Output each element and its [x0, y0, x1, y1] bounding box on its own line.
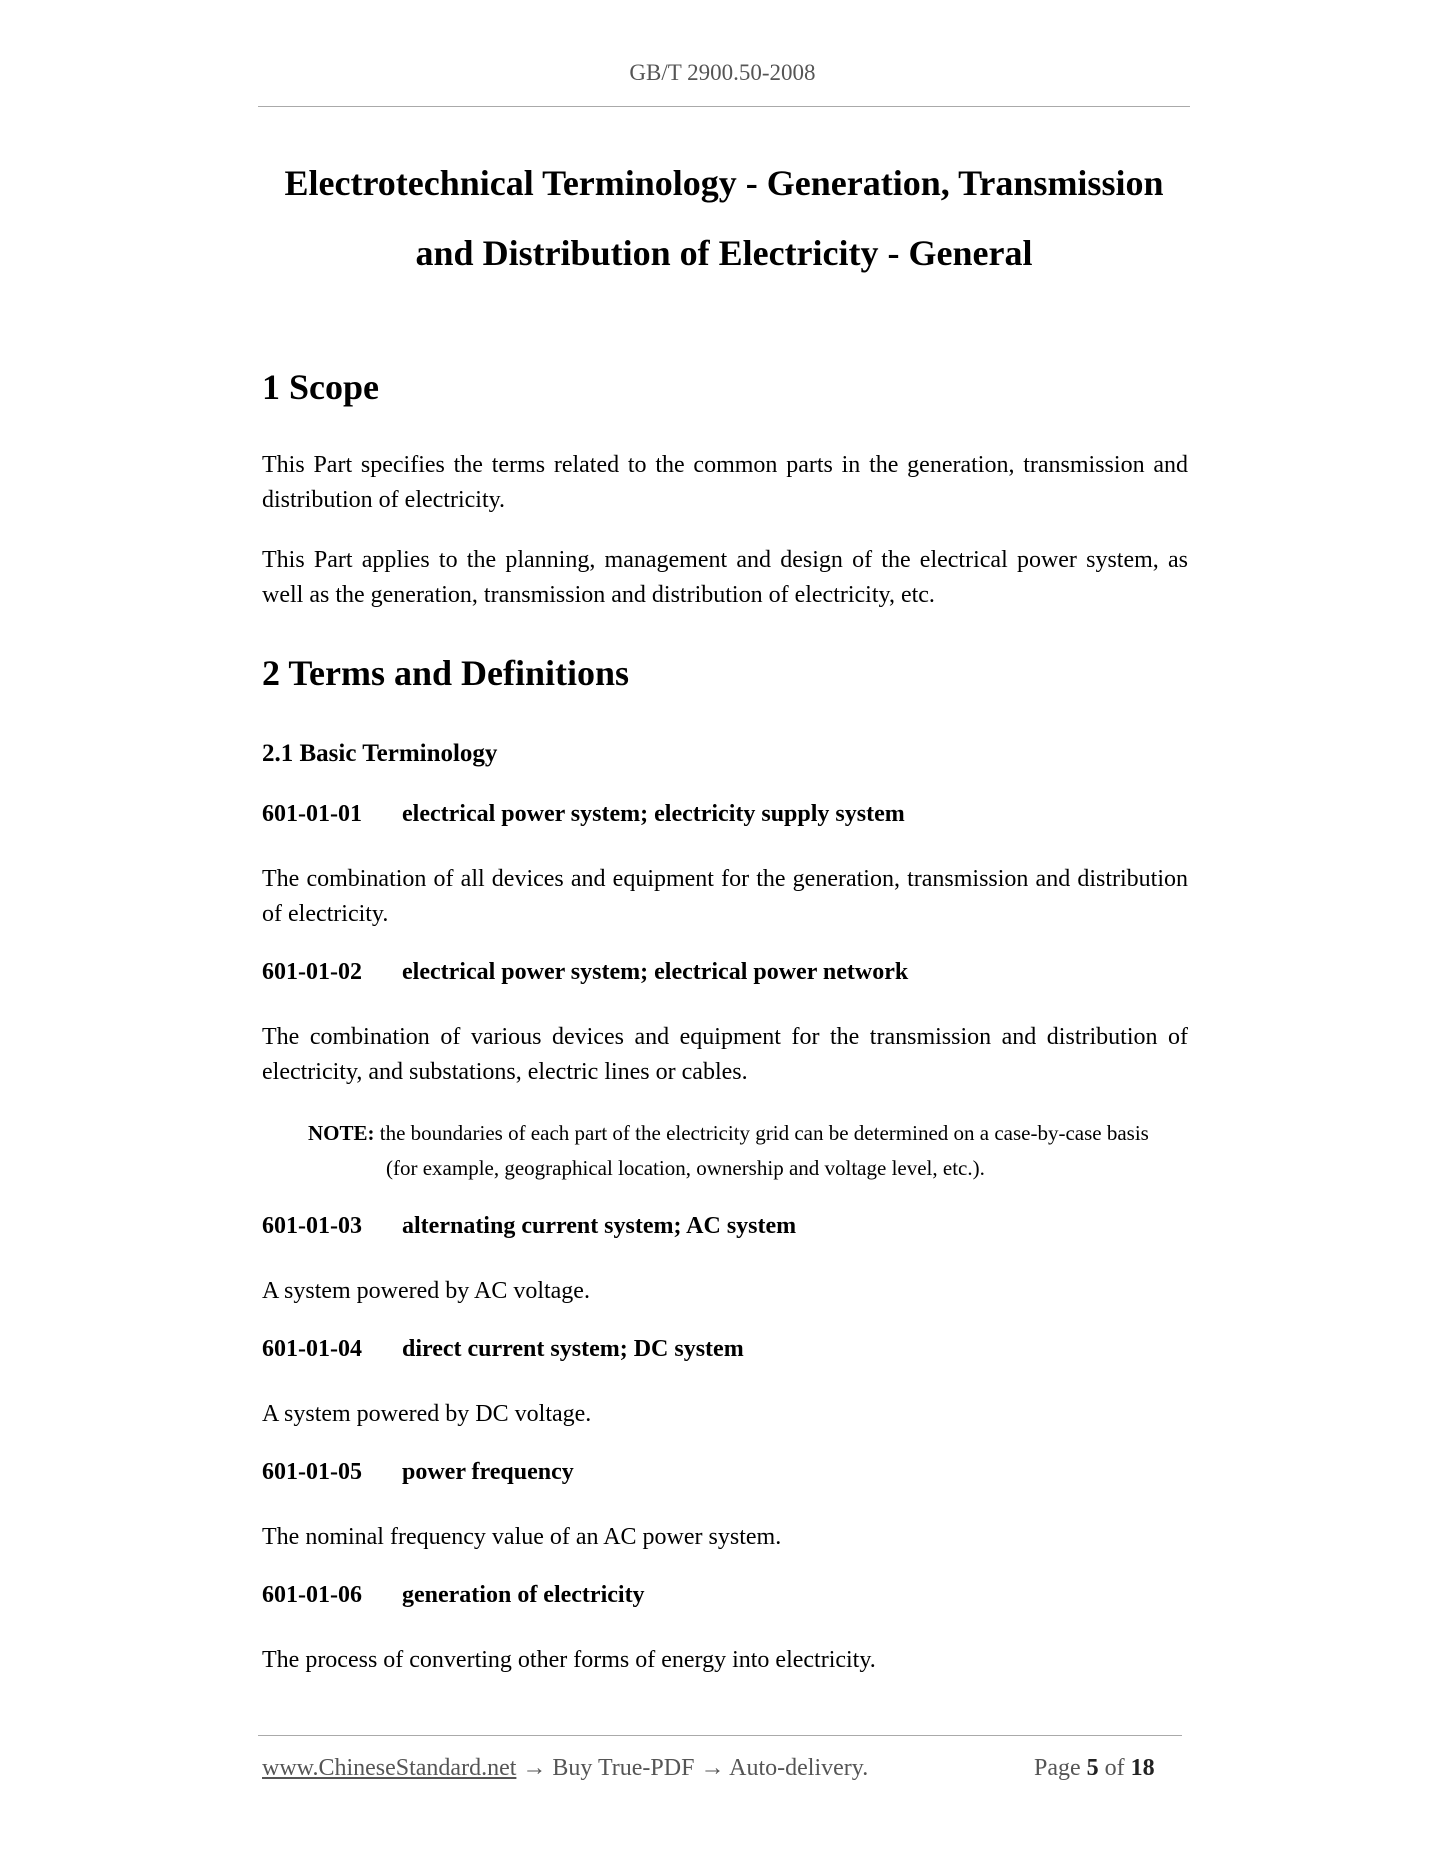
scope-heading: 1 Scope [262, 367, 379, 407]
term-number: 601-01-05 [262, 1459, 362, 1485]
current-page-number: 5 [1086, 1755, 1099, 1781]
arrow-right-icon: → [522, 1755, 547, 1781]
term-definition: The process of converting other forms of energy into electricity. [262, 1647, 876, 1673]
auto-delivery-text: Auto-delivery. [729, 1755, 869, 1781]
title-line-1: Electrotechnical Terminology - Generation, Transmission [284, 163, 1164, 203]
scope-paragraph-1: This Part specifies the terms related to the common parts in the generation, transmission and distribution of electricity. [262, 452, 1188, 513]
document-code: GB/T 2900.50-2008 [629, 60, 816, 85]
chinesestandard-link[interactable]: www.ChineseStandard.net [262, 1755, 517, 1781]
of-label: of [1104, 1755, 1125, 1781]
term-601-01-02 [262, 959, 908, 986]
header-rule [258, 106, 1190, 107]
term-definition: A system powered by AC voltage. [262, 1278, 590, 1304]
term-name: direct current system; DC system [402, 1336, 744, 1362]
footer-rule [258, 1735, 1182, 1736]
buy-true-pdf-text: Buy True-PDF [552, 1755, 695, 1781]
note-label: NOTE: [308, 1121, 375, 1145]
total-pages-number: 18 [1130, 1755, 1155, 1781]
arrow-right-icon: → [700, 1755, 725, 1781]
term-definition: The nominal frequency value of an AC power system. [262, 1524, 782, 1550]
note-text-line-1: the boundaries of each part of the electricity grid can be determined on a case-by-case basis [379, 1121, 1149, 1145]
term-name: alternating current system; AC system [402, 1213, 797, 1239]
term-definition: The combination of various devices and equipment for the transmission and distribution of electricity, and substations, electric lines or cables. [262, 1024, 1188, 1085]
term-definition: The combination of all devices and equipment for the generation, transmission and distribution of electricity. [262, 866, 1188, 927]
page-indicator [1034, 1755, 1155, 1782]
term-601-01-03 [262, 1213, 796, 1240]
terms-heading: 2 Terms and Definitions [262, 653, 630, 693]
term-name: electrical power system; electrical power network [402, 959, 909, 985]
scope-paragraph-2: This Part applies to the planning, management and design of the electrical power system, as well as the generation, transmission and distribution of electricity, etc. [262, 547, 1188, 608]
note-block [308, 1116, 1188, 1186]
term-name: electrical power system; electricity supply system [402, 801, 905, 827]
basic-terminology-heading: 2.1 Basic Terminology [262, 740, 498, 767]
term-601-01-04 [262, 1336, 744, 1363]
term-number: 601-01-03 [262, 1213, 362, 1239]
page-label: Page [1034, 1755, 1081, 1781]
title-line-2: and Distribution of Electricity - General [415, 233, 1033, 273]
term-number: 601-01-01 [262, 801, 362, 827]
footer-left [262, 1755, 868, 1782]
term-number: 601-01-02 [262, 959, 362, 985]
note-text-line-2: (for example, geographical location, ownership and voltage level, etc.). [386, 1156, 985, 1180]
term-definition: A system powered by DC voltage. [262, 1401, 592, 1427]
term-number: 601-01-04 [262, 1336, 362, 1362]
term-601-01-01 [262, 801, 905, 828]
page-title [258, 148, 1190, 288]
term-name: power frequency [402, 1459, 574, 1485]
term-name: generation of electricity [402, 1582, 645, 1608]
term-number: 601-01-06 [262, 1582, 362, 1608]
term-601-01-06 [262, 1582, 645, 1609]
term-601-01-05 [262, 1459, 574, 1486]
